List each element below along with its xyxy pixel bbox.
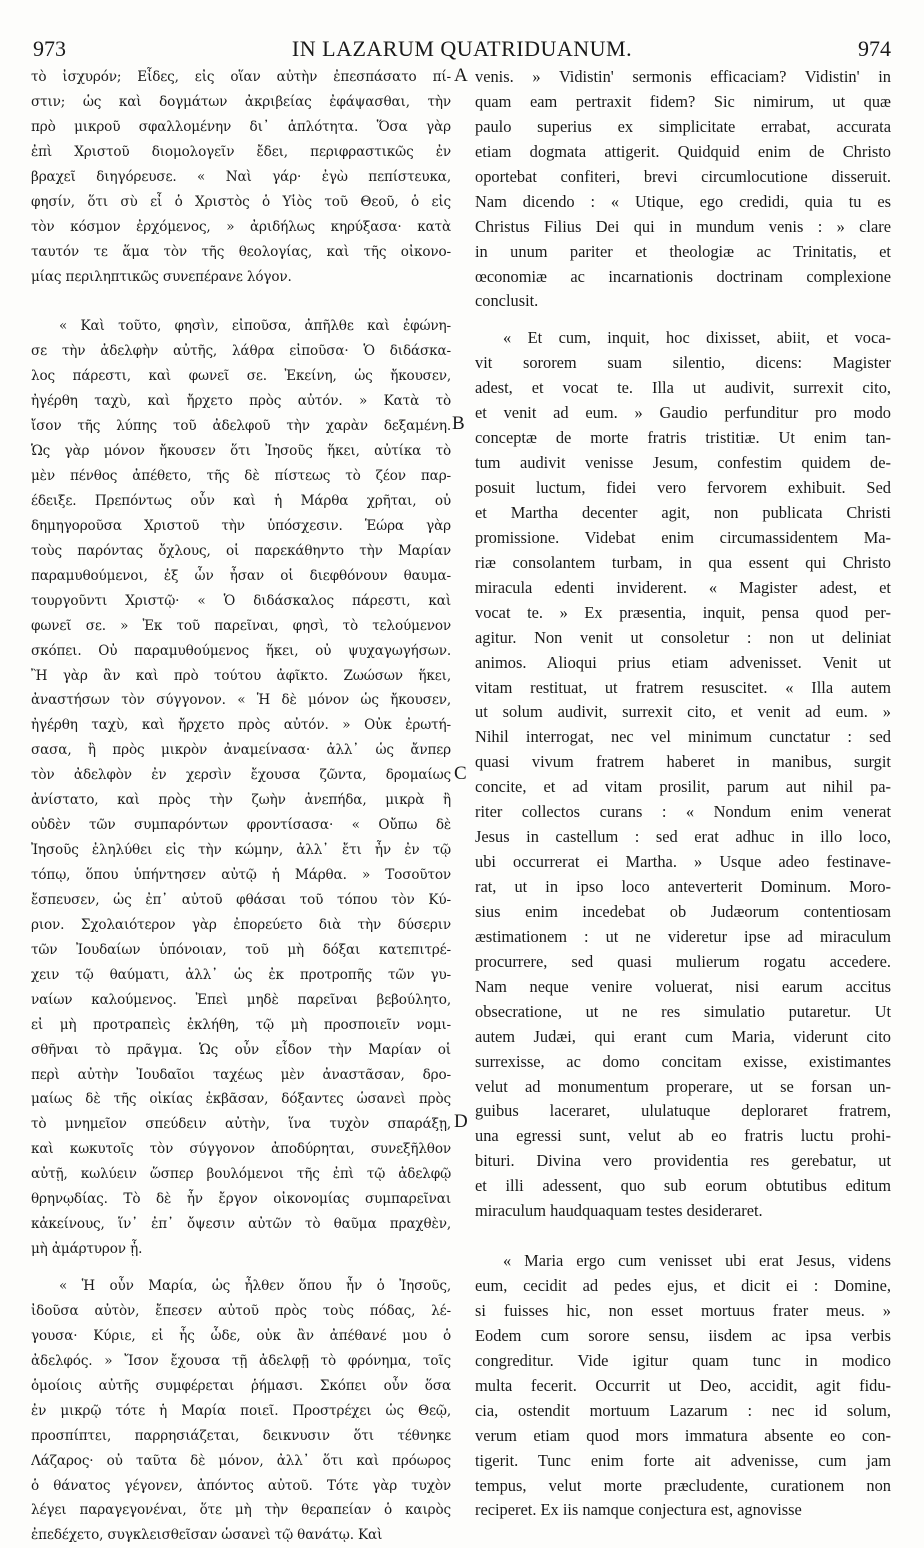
text-line: ἀνίστατο, καὶ πρὸς τὴν ζωὴν ἀνεπήδα, μικρὰ ἢ (31, 792, 451, 809)
text-line: μίας περιληπτικῶς συνεπέρανε λόγον. (31, 268, 292, 285)
text-line: velut ad monumentum properare, ut se forsan un- (475, 1076, 891, 1096)
margin-marker-b: B (452, 413, 465, 434)
running-title: IN LAZARUM QUATRIDUANUM. (291, 36, 633, 61)
text-line: βραχεῖ διηγόρευσε. « Ναὶ γάρ· ἐγὼ πεπίστευκα, (31, 168, 451, 185)
text-line: bituri. Divina vero providentia res gerebatur, ut (475, 1151, 891, 1171)
text-line: Ἰησοῦς ἐληλύθει εἰς τὴν κώμην, ἀλλ᾽ ἔτι ἦν ἐν τῷ (31, 842, 451, 859)
running-header (33, 36, 891, 62)
text-line: προσπίπτει, παρρησιάζεται, δεικνυσιν ὅτι τέθνηκε (31, 1427, 451, 1444)
text-line: paulo superius ex simplicitate errabat, accurata (475, 116, 891, 136)
text-line: vocat te. » Ex præsentia, inquit, pensa quod per- (475, 602, 891, 622)
text-line: sius enim incedebat ob Judæorum contentiosam (475, 901, 891, 921)
text-line: ἠγέρθη ταχὺ, καὶ ἤρχετο πρὸς αὐτόν. » Οὐκ ἐρωτή- (31, 717, 451, 734)
text-line: et illi adessent, quo sub eorum obtutibus editum (475, 1176, 891, 1196)
text-line: λέγει παραγεγονέναι, ὅτε μὴ τὴν θεραπείαν ὁ καιρὸς (31, 1502, 451, 1519)
text-line: posuit luctum, fidei vero fervorem exhibuit. Sed (475, 478, 891, 497)
text-line: έδειξε. Πρεπόντως οὖν καὶ ἡ Μάρθα χρῆται, οὐ (31, 492, 451, 509)
text-line: Nam dicendo : « Utique, ego credidi, quia tu es (475, 191, 891, 211)
text-line: « Maria ergo cum venisset ubi erat Jesus, videns (503, 1251, 891, 1271)
text-line: φησίν, ὅτι σὺ εἶ ὁ Χριστὸς ὁ Υἱὸς τοῦ Θεοῦ, ὁ εἰς (31, 193, 451, 210)
text-line: φωνεῖ σε. » Ἐκ τοῦ παρεῖναι, φησὶ, τὸ τελούμενον (31, 617, 451, 634)
text-line: quam eam pertraxit fidem? Sic nimirum, ut quæ (475, 91, 891, 111)
text-line: καὶ κωκυτοῖς τὸν σύγγονον ἀποδύρηται, συνεξῆλθον (31, 1141, 451, 1158)
text-line: æstimationem : ut ne videretur ipse ad miraculum (475, 926, 891, 946)
text-line: τὸ μνημεῖον σπεύδειν αὐτὴν, ἵνα τυχὸν σπαράξῃ, (31, 1116, 451, 1133)
text-line: ἀδελφός. » Ἴσον ἔχουσα τῇ ἀδελφῇ τὸ φρόνημα, τοῖς (31, 1352, 451, 1369)
text-line: cia, ostendit mortuum Lazarum : nec id solum, (475, 1400, 891, 1420)
text-line: ut solum audivit, surrexit cito, et venit ad eum. » (475, 702, 891, 722)
text-line: σθῆναι τὸ πρᾶγμα. Ὡς οὖν εἶδον τὴν Μαρίαν οἱ (31, 1041, 451, 1058)
text-line: « Et cum, inquit, hoc dixisset, abiit, et voca- (503, 328, 891, 348)
text-line: riter collectos curans : « Nondum enim venerat (475, 802, 891, 822)
text-line: εἰ μὴ προτραπεὶς ἐκλήθη, τῷ μὴ προσποιεῖν νομι- (31, 1016, 451, 1033)
text-line: œconomiæ ac incarnationis doctrinam complexione (475, 266, 891, 286)
margin-marker-d: D (454, 1111, 468, 1132)
text-line: ἔσπευσεν, ὡς ἐπ᾽ αὐτοῦ φθάσαι τοῦ τόπου τὸν Κύ- (31, 891, 451, 908)
text-line: τῶν Ἰουδαίων ὑπόνοιαν, τοῦ μὴ δόξαι κατεπιτρέ- (31, 941, 451, 958)
text-line: et Martha decenter agit, non publicata Christi (475, 502, 891, 522)
text-line: Christus Filius Dei qui in mundum venis : » clare (475, 216, 891, 236)
text-line: oportebat confiteri, brevi circumlocutione disseruit. (475, 166, 891, 186)
text-line: αὐτῇ, κωλύειν ὥσπερ βουλόμενοι τῆς ἐπὶ τῷ ἀδελφῷ (31, 1166, 451, 1183)
left-page-number: 973 (33, 36, 66, 61)
text-line: verum etiam quod mors immatura absente eo con- (475, 1425, 891, 1445)
text-line: λος πάρεστι, καὶ φωνεῖ σε. Ἐκείνη, ὡς ἤκουσεν, (31, 368, 451, 385)
text-line: quasi vivum fratrem haberet in manibus, surgit (475, 752, 891, 772)
text-line: ἰδοῦσα αὐτὸν, ἔπεσεν αὐτοῦ πρὸς τοὺς πόδας, λέ- (31, 1302, 451, 1319)
text-line: ἐπεδέχετο, συγκλεισθεῖσαν ὡσανεὶ τῷ θανάτῳ. Καὶ (31, 1527, 383, 1544)
text-line: surrexisse, ac domo concitam exisse, existimantes (475, 1051, 891, 1071)
text-line: miracula edenti inviderent. « Magister adest, et (475, 577, 891, 597)
text-line: δημηγοροῦσα Χριστοῦ τὴν ὑπόσχεσιν. Ἑώρα γὰρ (31, 517, 451, 534)
text-line: κἀκείνους, ἵν᾽ ἐπ᾽ ὄψεσιν αὐτῶν τὸ θαῦμα πραχθὲν, (31, 1216, 451, 1233)
text-line: eum, cecidit ad pedes ejus, et dicit ei : Domine, (475, 1276, 891, 1295)
text-line: Ὡς γὰρ μόνον ἤκουσεν ὅτι Ἰησοῦς ἥκει, αὐτίκα τὸ (31, 443, 451, 460)
text-line: πρὸ μικροῦ σφαλλομένην δι᾽ ἁπλότητα. Ὅσα γὰρ (31, 118, 451, 135)
text-line: χειν τῷ θαύματι, ἀλλ᾽ ὡς ἐκ προτροπῆς τῶν γυ- (31, 966, 451, 983)
text-line: « Καὶ τοῦτο, φησὶν, εἰποῦσα, ἀπῆλθε καὶ ἐφώνη- (59, 318, 451, 335)
text-line: τόπῳ, ὅπου ὑπήντησεν αὐτῷ ἡ Μάρθα. » Τοσοῦτον (31, 867, 451, 883)
right-page-number: 974 (858, 36, 891, 61)
text-line: μὲν πένθος ἀπέθετο, τῆς δὲ πίστεως τὸ ζέον παρ- (31, 468, 451, 484)
text-line: σε τὴν ἀδελφὴν αὐτῆς, λάθρα εἰποῦσα· Ὁ διδάσκα- (31, 343, 451, 360)
text-line: τὸν ἀδελφὸν ἐν χερσὶν ἔχουσα ζῶντα, δρομαίως (31, 767, 451, 784)
text-line: θρηνῳδίας. Τὸ δὲ ἦν ἔργον οἰκονομίας συμπαρεῖναι (31, 1191, 451, 1208)
text-line: ὁ θάνατος γέγονεν, ἀπόντος αὐτοῦ. Τότε γὰρ τυχὸν (31, 1477, 451, 1494)
text-line: μὴ ἀμάρτυρον ᾖ. (31, 1241, 143, 1258)
latin-column (475, 65, 891, 1523)
text-line: procurrere, sed quasi mulierum rogatu accedere. (475, 951, 891, 971)
text-line: τὸν κόσμον ἐρχόμενος, » ἀριδήλως κηρύξασα· κατὰ (31, 218, 451, 235)
text-line: adest, et vocat te. Illa ut audivit, surrexit cito, (475, 378, 891, 398)
text-line: multa fecerit. Occurrit ut Deo, accidit, agit fidu- (475, 1375, 891, 1395)
text-line: rat, ut in ipso loco anteverterit Dominum. Moro- (475, 877, 891, 896)
text-line: conclusit. (475, 291, 539, 311)
text-line: et venit ad eum. » Gaudio perfunditur pro modo (475, 403, 891, 423)
text-line: γουσα· Κύριε, εἰ ἧς ὧδε, οὐκ ἂν ἀπέθανέ μου ὁ (31, 1327, 451, 1344)
text-line: μαίως δὲ τῆς οἰκίας ἐκβᾶσαν, δόξαντες ὡσανεὶ πρὸς (31, 1091, 451, 1108)
text-line: tum audivit venisse Jesum, confestim quidem de- (475, 453, 891, 473)
text-line: etiam dogmata attigerit. Quidquid enim de Christo (475, 141, 891, 161)
text-line: ἠγέρθη ταχὺ, καὶ ἤρχετο πρὸς αὐτόν. » Κατὰ τὸ (31, 393, 451, 410)
greek-column (31, 65, 451, 1548)
text-line: una egressi sunt, velut ab eo fratris luctu prohi- (475, 1126, 891, 1146)
text-line: Nam neque venire voluerat, nisi earum accitus (475, 976, 891, 996)
text-line: περὶ αὐτὴν Ἰουδαῖοι ταχέως μὲν ἀναστᾶσαν, δρο- (31, 1066, 451, 1083)
text-line: Λάζαρος· οὐ ταῦτα δὲ μόνον, ἀλλ᾽ ὅτι καὶ πρόωρος (31, 1452, 451, 1469)
text-line: concite, et ad vitam prosilit, parum aut nihil pa- (475, 777, 891, 797)
paragraph-gap (475, 1224, 891, 1249)
text-line: animos. Alioqui prius etiam advenisset. Venit ut (475, 652, 891, 672)
text-line: promissione. Videbat enim circumassidentem Ma- (475, 527, 891, 547)
text-line: miraculum haudquaquam testes desideraret. (475, 1201, 763, 1221)
margin-marker-c: C (454, 763, 467, 784)
text-line: παραμυθούμενοι, ἐξ ὧν ἦσαν οἱ διεφθόνουν θαυμα- (31, 567, 451, 584)
paragraph-gap (31, 1262, 451, 1274)
text-line: venis. » Vidistin' sermonis efficaciam? Vidistin' in (475, 67, 891, 86)
margin-marker-a: A (454, 65, 468, 86)
paragraph-gap (475, 314, 891, 326)
text-line: tigerit. Tunc enim forte ait advenisse, cum jam (475, 1450, 891, 1470)
text-line: σκόπει. Οὐ παραμυθούμενος ἥκει, οὐ ψυχαγωγήσων. (31, 642, 451, 659)
text-line: riæ consolantem turbam, in qua essent qui Christo (475, 552, 891, 572)
text-line: si fuisses hic, non esset mortuus frater meus. » (475, 1300, 891, 1320)
text-line: ὁμοίοις αὐτῆς συμφέρεται ῥήμασι. Σκόπει οὖν ὅσα (31, 1377, 451, 1394)
text-line: autem Judæi, qui erant cum Maria, viderunt cito (475, 1026, 891, 1046)
text-line: Ἢ γὰρ ἂν καὶ πρὸ τούτου ἀφῖκτο. Ζωώσων ἥκει, (31, 667, 451, 684)
text-line: ubi occurrerat ei Martha. » Usque adeo festinave- (475, 852, 891, 872)
paragraph-gap (31, 289, 451, 314)
text-line: agitur. Non venit ut consoletur : non ut deliniat (475, 627, 891, 647)
text-line: Nihil interrogat, nec vel minimum cunctatur : sed (475, 727, 891, 747)
text-line: vit sororem suam silentio, dicens: Magister (475, 353, 891, 373)
text-line: ἀναστήσων τὸν σύγγονον. « Ἡ δὲ μόνον ὡς ἤκουσεν, (31, 692, 451, 709)
text-line: ταυτόν τε ἅμα τὸν τῆς θεολογίας, καὶ τῆς οἰκονο- (31, 243, 451, 260)
text-line: congreditur. Vide igitur quam tunc in modico (475, 1350, 891, 1370)
text-line: guibus laceraret, ululatuque deploraret fratrem, (475, 1101, 891, 1121)
text-line: τουργοῦντι Χριστῷ· « Ὁ διδάσκαλος πάρεστι, καὶ (31, 592, 451, 609)
text-line: obsecratione, ut ne res simulatio putaretur. Ut (475, 1001, 891, 1021)
text-line: οὐδὲν τῶν συμπαρόντων φροντίσασα· « Οὔπω δὲ (31, 817, 451, 834)
text-line: τοὺς παρόντας ὄχλους, οἱ παρεκάθηντο τὴν Μαρίαν (31, 542, 451, 559)
text-line: Eodem cum sorore sensu, iisdem ac ipsa verbis (475, 1325, 891, 1345)
text-line: ἴσον τῆς λύπης τοῦ ἀδελφοῦ τὴν χαρὰν δεξαμένη. (31, 418, 451, 435)
text-line: tempus, velut morte præcludente, curationem non (475, 1475, 891, 1495)
text-line: ἐν μικρῷ τότε ἡ Μαρία ποιεῖ. Προστρέχει ὡς Θεῷ, (31, 1402, 451, 1419)
text-line: « Ἡ οὖν Μαρία, ὡς ἦλθεν ὅπου ἦν ὁ Ἰησοῦς, (59, 1278, 451, 1294)
text-line: ναίων καλούμενος. Ἐπεὶ μηδὲ παρεῖναι βεβούλητο, (31, 991, 451, 1008)
text-line: Jesus in castellum : sed erat adhuc in illo loco, (475, 827, 891, 847)
text-line: in unum pariter et theologiæ ac Trinitatis, et (475, 241, 891, 261)
text-line: τὸ ἰσχυρόν; Εἶδες, εἰς οἵαν αὐτὴν ἐπεσπάσατο πί- (31, 69, 451, 85)
text-line: vitam restituat, ut fratrem resuscitet. « Illa autem (475, 677, 891, 697)
text-line: ἐπὶ Χριστοῦ διομολογεῖν ἔδει, περιφραστικῶς ἐν (31, 143, 451, 160)
text-line: στιν; ὡς καὶ δογμάτων ἀκριβείας ἐφάψασθαι, τὴν (31, 93, 451, 110)
text-line: ριον. Σχολαιότερον γὰρ ἐπορεύετο διὰ τὴν δύσεριν (31, 916, 451, 933)
text-line: conceptæ de morte fratris tristitiæ. Ut enim tan- (475, 428, 891, 448)
text-line: σασα, ἢ πρὸς μικρὸν ἀναμείνασα· ἀλλ᾽ ὡς ἄνπερ (31, 742, 451, 759)
text-line: reciperet. Ex iis namque conjectura est, agnovisse (475, 1500, 802, 1520)
